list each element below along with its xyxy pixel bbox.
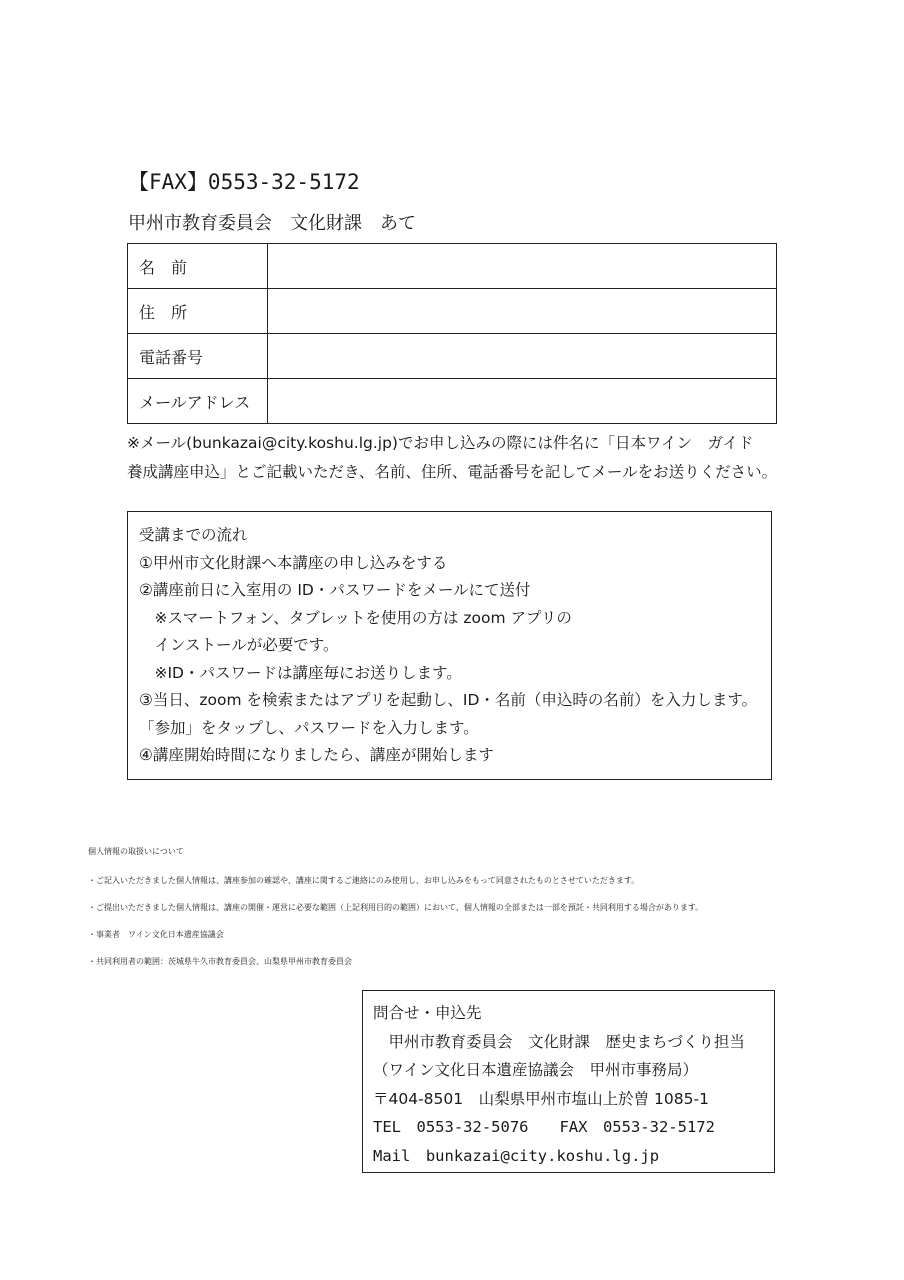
privacy-item: ・ご記入いただきました個人情報は、講座参加の確認や、講座に関するご連絡にのみ使用し、お申し込みをもって同意されたものとさせていただきます。 <box>88 876 640 885</box>
fax-number-heading: 【FAX】0553-32-5172 <box>128 170 360 194</box>
contact-title: 問合せ・申込先 <box>373 1004 482 1022</box>
application-form-table <box>127 243 777 424</box>
flow-step: ③当日、zoom を検索またはアプリを起動し、ID・名前（申込時の名前）を入力します。 <box>139 691 758 709</box>
privacy-item: ・ご提出いただきました個人情報は、講座の開催・運営に必要な範囲（上記利用目的の範囲）において、個人情報の全部または一部を預託・共同利用する場合があります。 <box>88 903 704 912</box>
flow-step: インストールが必要です。 <box>139 636 339 654</box>
flow-step: ④講座開始時間になりましたら、講座が開始します <box>139 746 494 764</box>
contact-address: 〒404-8501 山梨県甲州市塩山上於曽 1085-1 <box>373 1089 709 1108</box>
contact-org: 甲州市教育委員会 文化財課 歴史まちづくり担当 <box>373 1032 745 1051</box>
mail-note-line-1: ※メール(bunkazai@city.koshu.lg.jp)でお申し込みの際には件名に「日本ワイン ガイド <box>127 434 754 452</box>
flow-step: ①甲州市文化財課へ本講座の申し込みをする <box>139 553 448 572</box>
contact-box <box>362 990 775 1173</box>
privacy-item: ・事業者 ワイン文化日本遺産協議会 <box>88 930 224 939</box>
form-label-address: 住 所 <box>128 289 268 334</box>
contact-email-link[interactable]: Mail bunkazai@city.koshu.lg.jp <box>373 1146 660 1165</box>
flow-step: ※ID・パスワードは講座毎にお送りします。 <box>139 663 462 682</box>
form-field-phone[interactable] <box>268 334 777 379</box>
addressee-line: 甲州市教育委員会 文化財課 あて <box>128 213 416 234</box>
form-field-address[interactable] <box>268 289 777 334</box>
form-label-name: 名 前 <box>128 244 268 289</box>
privacy-item: ・共同利用者の範囲：茨城県牛久市教育委員会、山梨県甲州市教育委員会 <box>88 957 352 966</box>
form-field-email[interactable] <box>268 379 777 424</box>
form-label-email: メールアドレス <box>128 379 268 424</box>
form-field-name[interactable] <box>268 244 777 289</box>
contact-org-sub: （ワイン文化日本遺産協議会 甲州市事務局） <box>373 1061 699 1079</box>
form-row-phone <box>128 334 777 379</box>
form-row-name <box>128 244 777 289</box>
contact-tel-fax: TEL 0553-32-5076 FAX 0553-32-5172 <box>373 1118 715 1136</box>
form-label-phone: 電話番号 <box>128 334 268 379</box>
flow-title: 受講までの流れ <box>139 526 248 544</box>
course-flow-box <box>127 511 772 780</box>
form-row-email <box>128 379 777 424</box>
mail-note-line-2: 養成講座申込」とご記載いただき、名前、住所、電話番号を記してメールをお送りください。 <box>127 463 778 481</box>
flow-step: ※スマートフォン、タブレットを使用の方は zoom アプリの <box>139 608 572 627</box>
privacy-title: 個人情報の取扱いについて <box>88 847 184 856</box>
flow-step: ②講座前日に入室用の ID・パスワードをメールにて送付 <box>139 581 531 599</box>
flow-step: 「参加」をタップし、パスワードを入力します。 <box>139 718 479 737</box>
form-row-address <box>128 289 777 334</box>
